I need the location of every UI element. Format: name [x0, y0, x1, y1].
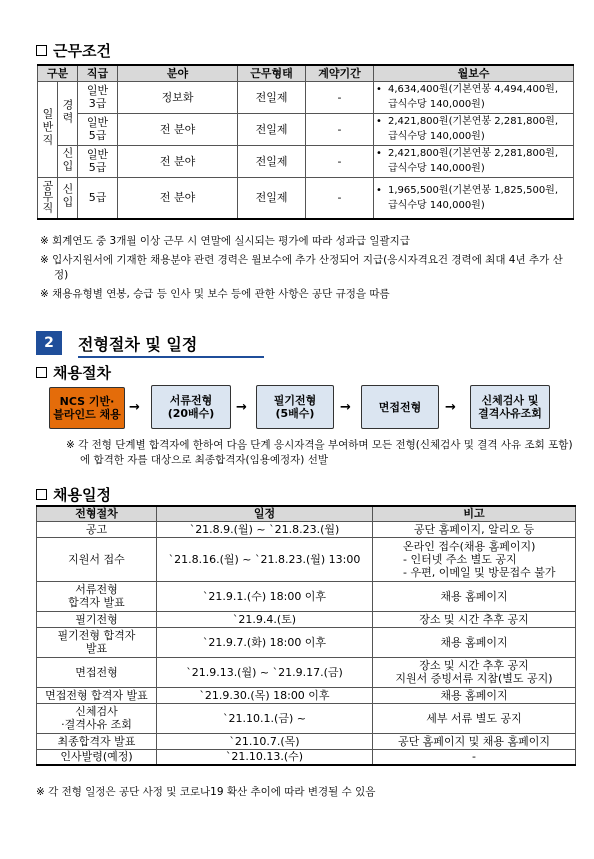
date-cell: `21.10.1.(금) ~ [157, 703, 373, 733]
grade-cell: 일반 3급 [78, 81, 118, 113]
table-row [38, 81, 574, 113]
date-cell: `21.9.7.(화) 18:00 이후 [157, 627, 373, 657]
note-cell: 채용 홈페이지 [373, 581, 576, 611]
step-cell: 서류전형 합격자 발표 [37, 581, 157, 611]
work-notes [40, 234, 570, 302]
group-cell-public: 공무직 [38, 177, 58, 219]
note-item: ※ 입사지원서에 기재한 채용분야 관련 경력은 월보수에 추가 산정되어 지급(응시자격요건 경력에 최대 4년 추가 산정) [40, 254, 563, 281]
date-cell: `21.10.7.(목) [157, 733, 373, 749]
header-cell: 비고 [373, 506, 576, 521]
table-row [37, 521, 576, 537]
note-cell: - [373, 749, 576, 765]
note-cell: 장소 및 시간 추후 공지 [373, 611, 576, 627]
header-cell: 월보수 [374, 65, 574, 81]
group-cell-general: 일반직 [38, 81, 58, 177]
arrow-right-icon: → [129, 400, 140, 415]
sub-cell-experienced: 경력 [58, 81, 78, 145]
table-row [37, 611, 576, 627]
date-cell: `21.9.13.(월) ~ `21.9.17.(금) [157, 657, 373, 687]
table-row [37, 749, 576, 765]
field-cell: 정보화 [118, 81, 238, 113]
table-row [38, 177, 574, 219]
note-item: ※ 채용유형별 연봉, 승급 등 인사 및 보수 등에 관한 사항은 공단 규정을 따름 [40, 288, 390, 300]
step-box-ncs: NCS 기반· 블라인드 채용 [49, 387, 125, 429]
date-cell: `21.10.13.(수) [157, 749, 373, 765]
arrow-right-icon: → [236, 400, 247, 415]
pay-cell: • 4,634,400원(기본연봉 4,494,400원, 급식수당 140,000원) [374, 81, 574, 113]
step-cell: 공고 [37, 521, 157, 537]
section-heading-work-conditions [36, 40, 111, 61]
grade-cell: 일반 5급 [78, 113, 118, 145]
step-box-written: 필기전형 (5배수) [256, 385, 334, 429]
field-cell: 전 분야 [118, 177, 238, 219]
header-cell: 근무형태 [238, 65, 306, 81]
note-cell: 공단 홈페이지 및 채용 홈페이지 [373, 733, 576, 749]
header-cell: 전형절차 [37, 506, 157, 521]
subsection-title: 채용일정 [53, 486, 111, 504]
period-cell: - [306, 113, 374, 145]
step-cell: 최종합격자 발표 [37, 733, 157, 749]
grade-cell: 일반 5급 [78, 145, 118, 177]
schedule-table [36, 505, 576, 766]
note-cell: 세부 서류 별도 공지 [373, 703, 576, 733]
table-header-row [38, 65, 574, 81]
subsection-heading-schedule [36, 484, 111, 505]
field-cell: 전 분야 [118, 113, 238, 145]
note-cell: 채용 홈페이지 [373, 627, 576, 657]
section-title: 전형절차 및 일정 [78, 334, 198, 354]
step-cell: 신체검사 ·결격사유 조회 [37, 703, 157, 733]
section-title: 근무조건 [53, 42, 111, 60]
note-cell: 채용 홈페이지 [373, 687, 576, 703]
checkbox-square-icon [36, 367, 47, 378]
date-cell: `21.9.4.(토) [157, 611, 373, 627]
note-cell: 온라인 접수(채용 홈페이지) - 인터넷 주소 별도 공지 - 우편, 이메일 및 방문접수 불가 [373, 537, 576, 581]
period-cell: - [306, 177, 374, 219]
note-cell: 공단 홈페이지, 알리오 등 [373, 521, 576, 537]
header-cell: 직급 [78, 65, 118, 81]
section-heading-procedure [36, 331, 197, 355]
pay-cell: • 1,965,500원(기본연봉 1,825,500원, 급식수당 140,000원) [374, 177, 574, 219]
step-box-medical: 신체검사 및 결격사유조회 [470, 385, 550, 429]
period-cell: - [306, 81, 374, 113]
work-conditions-table [37, 64, 574, 220]
checkbox-square-icon [36, 45, 47, 56]
table-row [38, 145, 574, 177]
type-cell: 전일제 [238, 177, 306, 219]
type-cell: 전일제 [238, 113, 306, 145]
field-cell: 전 분야 [118, 145, 238, 177]
step-cell: 필기전형 [37, 611, 157, 627]
table-row [37, 657, 576, 687]
step-cell: 필기전형 합격자 발표 [37, 627, 157, 657]
table-row [37, 703, 576, 733]
date-cell: `21.8.16.(월) ~ `21.8.23.(월) 13:00 [157, 537, 373, 581]
type-cell: 전일제 [238, 145, 306, 177]
period-cell: - [306, 145, 374, 177]
step-cell: 면접전형 [37, 657, 157, 687]
note-item: ※ 회계연도 중 3개월 이상 근무 시 연말에 실시되는 평가에 따라 성과급 일괄지급 [40, 235, 410, 247]
date-cell: `21.9.1.(수) 18:00 이후 [157, 581, 373, 611]
table-row [37, 733, 576, 749]
section-number: 2 [36, 331, 62, 355]
table-row [38, 113, 574, 145]
grade-cell: 5급 [78, 177, 118, 219]
arrow-right-icon: → [340, 400, 351, 415]
table-row [37, 627, 576, 657]
step-box-interview: 면접전형 [361, 385, 439, 429]
checkbox-square-icon [36, 489, 47, 500]
subsection-title: 채용절차 [53, 364, 111, 382]
arrow-right-icon: → [445, 400, 456, 415]
subsection-heading-procedure [36, 362, 111, 383]
step-box-document: 서류전형 (20배수) [151, 385, 231, 429]
header-cell: 계약기간 [306, 65, 374, 81]
type-cell: 전일제 [238, 81, 306, 113]
header-cell: 일정 [157, 506, 373, 521]
step-cell: 면접전형 합격자 발표 [37, 687, 157, 703]
table-row [37, 687, 576, 703]
table-row [37, 581, 576, 611]
step-cell: 인사발령(예정) [37, 749, 157, 765]
section-underline [78, 356, 264, 358]
pay-cell: • 2,421,800원(기본연봉 2,281,800원, 급식수당 140,000원) [374, 113, 574, 145]
note-cell: 장소 및 시간 추후 공지 지원서 증빙서류 지참(별도 공지) [373, 657, 576, 687]
table-row [37, 537, 576, 581]
schedule-footnote: ※ 각 전형 일정은 공단 사정 및 코로나19 확산 추이에 따라 변경될 수 있음 [36, 786, 376, 798]
sub-cell-new: 신입 [58, 177, 78, 219]
sub-cell-new: 신입 [58, 145, 78, 177]
date-cell: `21.8.9.(월) ~ `21.8.23.(월) [157, 521, 373, 537]
header-cell: 분야 [118, 65, 238, 81]
table-header-row [37, 506, 576, 521]
header-cell: 구분 [38, 65, 78, 81]
date-cell: `21.9.30.(목) 18:00 이후 [157, 687, 373, 703]
procedure-note: ※ 각 전형 단계별 합격자에 한하여 다음 단계 응시자격을 부여하며 모든 전형(신체검사 및 결격 사유 조회 포함)에 합격한 자를 대상으로 최종합격자(임용예정자) 선발 [66, 439, 573, 466]
pay-cell: • 2,421,800원(기본연봉 2,281,800원, 급식수당 140,000원) [374, 145, 574, 177]
step-cell: 지원서 접수 [37, 537, 157, 581]
